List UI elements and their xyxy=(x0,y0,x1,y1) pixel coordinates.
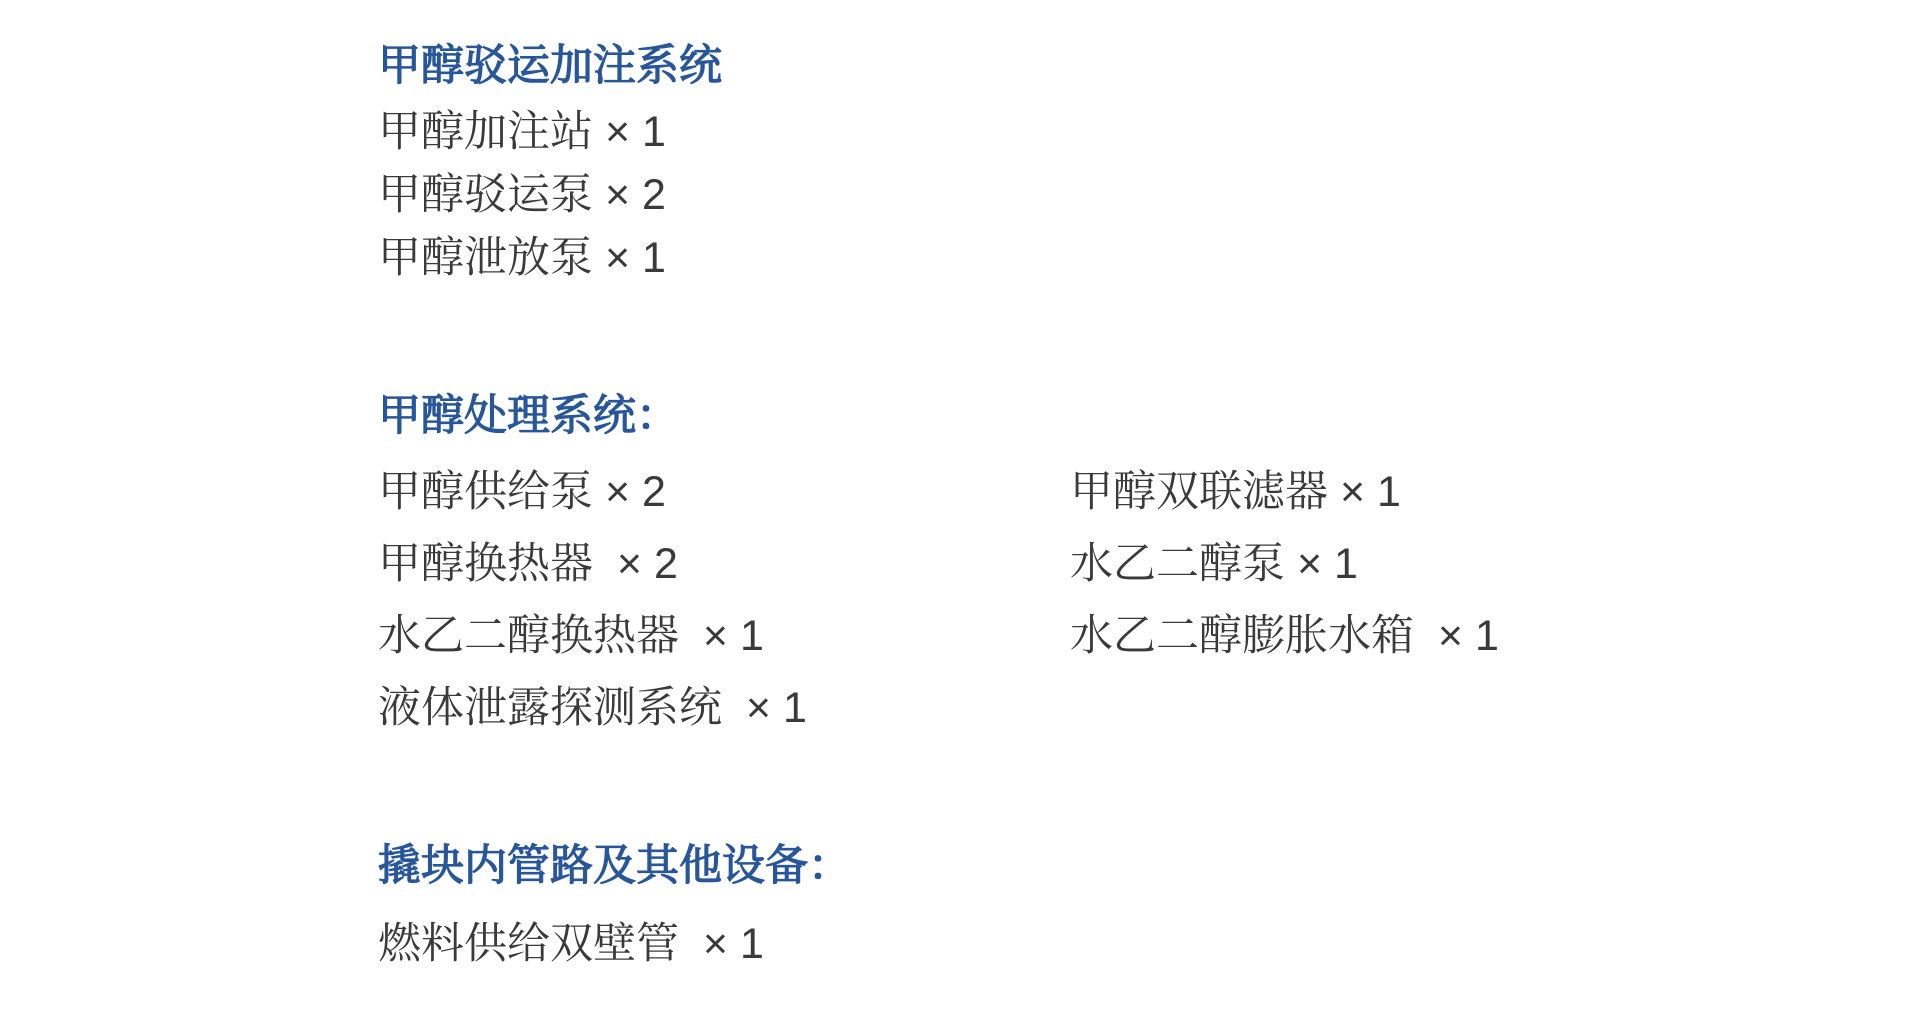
equipment-item: 甲醇供给泵 × 2 xyxy=(378,468,666,516)
equipment-list xyxy=(378,913,851,976)
equipment-item: 液体泄露探测系统 × 1 xyxy=(378,684,807,732)
equipment-item: 水乙二醇泵 × 1 xyxy=(1070,540,1358,588)
section-heading: 撬块内管路及其他设备： xyxy=(378,842,851,890)
equipment-item: 燃料供给双壁管 × 1 xyxy=(378,920,764,968)
equipment-item: 甲醇泄放泵 × 1 xyxy=(378,234,666,282)
skid-piping-equipment-section xyxy=(378,842,851,976)
section-heading: 甲醇处理系统： xyxy=(378,392,679,440)
equipment-item: 甲醇驳运泵 × 2 xyxy=(378,171,666,219)
equipment-list-right-column xyxy=(1070,456,1499,744)
equipment-item: 甲醇双联滤器 × 1 xyxy=(1070,468,1401,516)
equipment-item: 水乙二醇膨胀水箱 × 1 xyxy=(1070,612,1499,660)
equipment-list xyxy=(378,101,722,290)
equipment-list-left-column xyxy=(378,456,1070,744)
equipment-item: 水乙二醇换热器 × 1 xyxy=(378,612,764,660)
methanol-bunkering-system-section xyxy=(378,42,722,290)
section-heading: 甲醇驳运加注系统 xyxy=(378,42,722,90)
equipment-item: 甲醇加注站 × 1 xyxy=(378,108,666,156)
equipment-columns xyxy=(378,456,1499,744)
methanol-treatment-system-section xyxy=(378,392,1499,744)
equipment-item: 甲醇换热器 × 2 xyxy=(378,540,678,588)
